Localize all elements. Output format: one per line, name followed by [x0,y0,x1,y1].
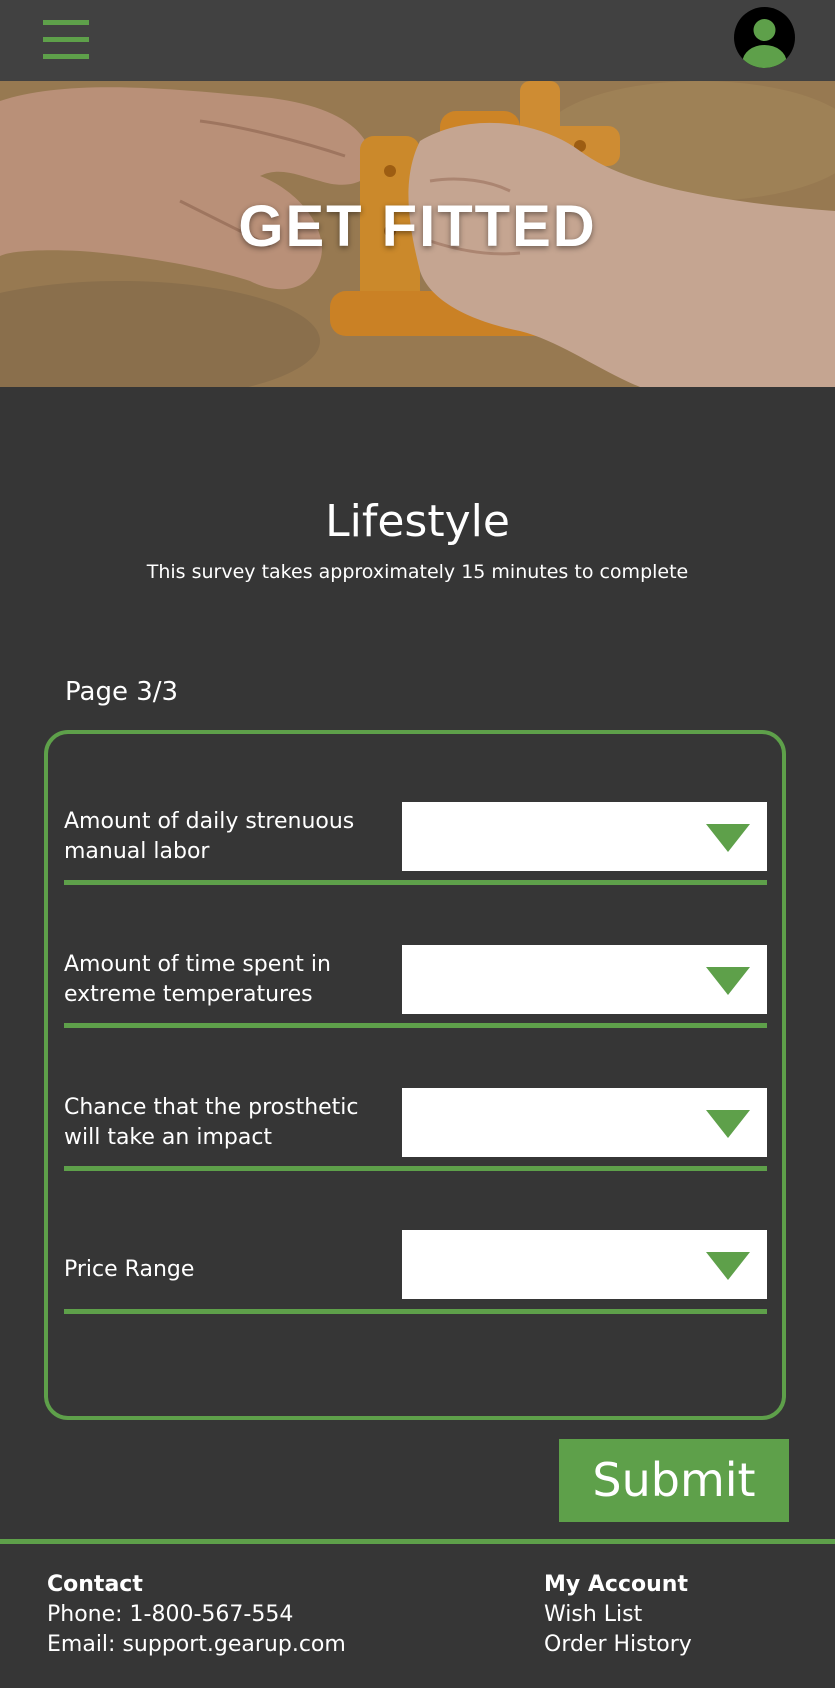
page-indicator: Page 3/3 [65,677,179,707]
question-divider [64,1023,767,1028]
impact-select[interactable] [402,1088,767,1157]
question-label-line: will take an impact [64,1125,273,1150]
menu-bar-bottom [43,54,89,59]
price-range-select[interactable] [402,1230,767,1299]
page-title: Lifestyle [325,496,510,547]
submit-button[interactable]: Submit [559,1439,789,1522]
user-avatar-icon[interactable] [734,7,795,68]
question-label-line: Amount of time spent in [64,952,331,977]
footer-phone[interactable]: Phone: 1-800-567-554 [47,1602,294,1627]
question-divider [64,1166,767,1171]
user-silhouette-icon [734,7,795,68]
chevron-down-icon [706,1110,750,1138]
hero-title: GET FITTED [238,194,597,259]
footer-email[interactable]: Email: support.gearup.com [47,1632,346,1657]
question-label-temperatures [64,950,384,1010]
footer-wish-list-link[interactable]: Wish List [544,1602,643,1627]
menu-bar-middle [43,37,89,42]
question-label-line: Price Range [64,1257,195,1282]
labor-select[interactable] [402,802,767,871]
hero-banner [0,81,835,387]
footer-contact [47,1570,346,1660]
footer-contact-heading: Contact [47,1572,143,1597]
page-subtitle: This survey takes approximately 15 minutes to complete [146,561,689,583]
question-label-price-range [64,1255,384,1285]
temperatures-select[interactable] [402,945,767,1014]
question-divider [64,1309,767,1314]
chevron-down-icon [706,824,750,852]
question-divider [64,880,767,885]
question-label-line: Chance that the prosthetic [64,1095,359,1120]
question-label-line: extreme temperatures [64,982,313,1007]
menu-bar-top [43,20,89,25]
question-label-line: manual labor [64,839,210,864]
chevron-down-icon [706,967,750,995]
footer-account [544,1570,692,1660]
footer-account-heading: My Account [544,1572,688,1597]
hamburger-menu-icon[interactable] [43,20,89,60]
footer-order-history-link[interactable]: Order History [544,1632,692,1657]
top-bar [0,0,835,81]
question-label-line: Amount of daily strenuous [64,809,355,834]
chevron-down-icon [706,1252,750,1280]
question-label-impact [64,1093,384,1153]
footer-divider [0,1539,835,1544]
question-label-labor [64,807,384,867]
